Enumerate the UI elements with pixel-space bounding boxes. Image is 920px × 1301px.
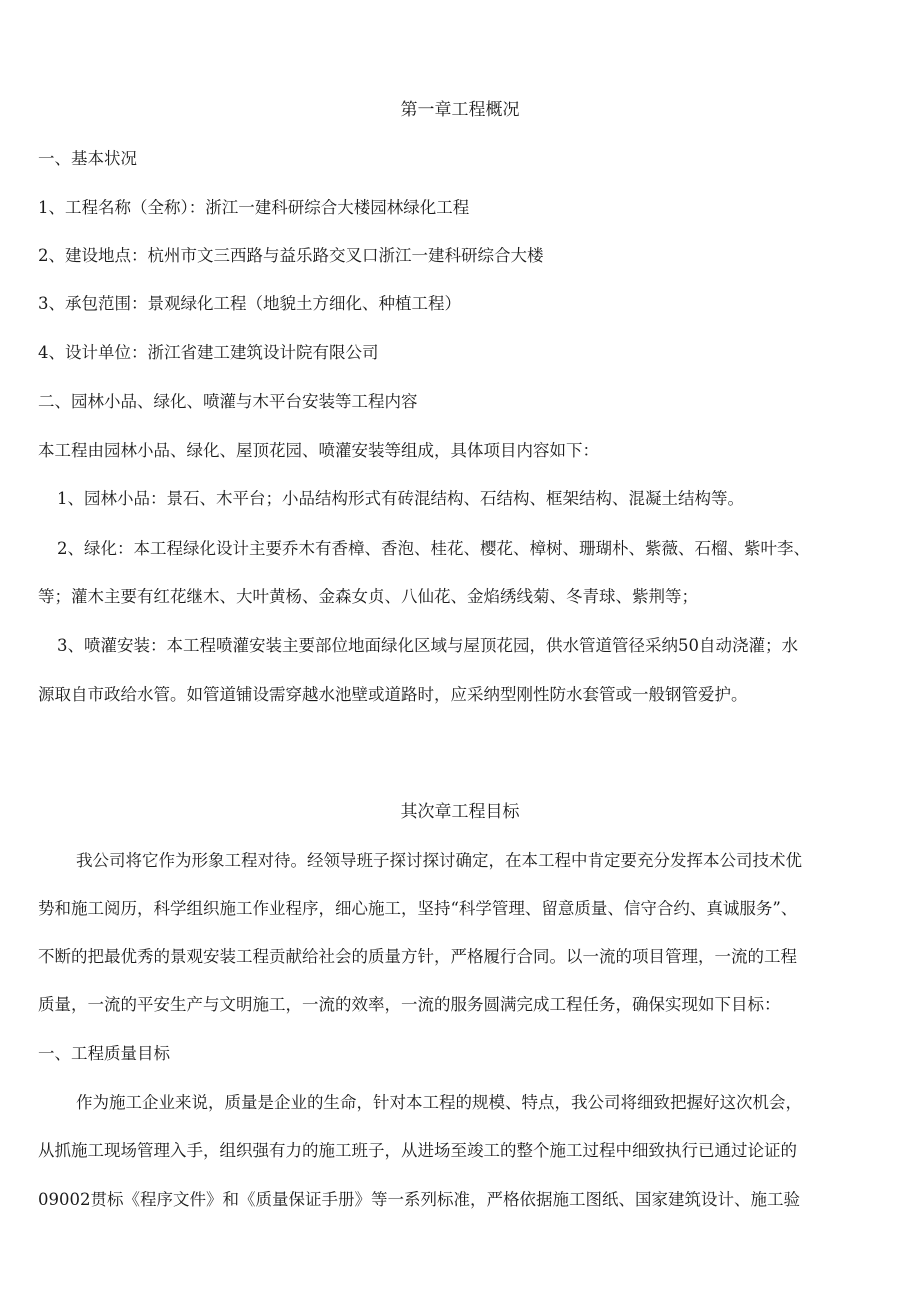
project-name-line: 1、工程名称（全称）：浙江一建科研综合大楼园林绿化工程 [38,198,470,217]
irrigation-line-1: 3、喷灌安装：本工程喷灌安装主要部位地面绿化区域与屋顶花园，供水管道管径采纳50自动浇灌；水 [57,636,798,655]
project-location-line: 2、建设地点：杭州市文三西路与益乐路交叉口浙江一建科研综合大楼 [38,246,544,265]
works-intro-line: 本工程由园林小品、绿化、屋顶花园、喷灌安装等组成，具体项目内容如下： [38,441,599,460]
section-basic-status-heading: 一、基本状况 [38,149,137,168]
quality-goal-heading: 一、工程质量目标 [38,1044,170,1063]
goals-para-line-3: 不断的把最优秀的景观安装工程贡献给社会的质量方针，严格履行合同。以一流的项目管理，一流的工程 [38,947,797,966]
quality-para-line-1: 作为施工企业来说，质量是企业的生命，针对本工程的规模、特点，我公司将细致把握好这次机会， [76,1093,802,1112]
chapter-2-title: 其次章工程目标 [400,802,520,822]
quality-para-line-2: 从抓施工现场管理入手，组织强有力的施工班子，从进场至竣工的整个施工过程中细致执行已通过论证的 [38,1141,797,1160]
quality-para-line-3: 09002贯标《程序文件》和《质量保证手册》等一系列标准，严格依据施工图纸、国家建筑设计、施工验 [38,1190,800,1209]
contract-scope-line: 3、承包范围：景观绿化工程（地貌土方细化、种植工程） [38,294,461,313]
goals-para-line-4: 质量，一流的平安生产与文明施工，一流的效率，一流的服务圆满完成工程任务，确保实现如下目标： [38,995,781,1014]
greening-line-1: 2、绿化：本工程绿化设计主要乔木有香樟、香泡、桂花、樱花、樟树、珊瑚朴、紫薇、石榴、紫叶李、 [57,539,810,558]
design-unit-line: 4、设计单位：浙江省建工建筑设计院有限公司 [38,343,379,362]
landscape-features-line: 1、园林小品：景石、木平台；小品结构形式有砖混结构、石结构、框架结构、混凝土结构等。 [57,489,744,508]
goals-para-line-2: 势和施工阅历，科学组织施工作业程序，细心施工，坚持“科学管理、留意质量、信守合约、真诚服务”、 [38,899,798,918]
chapter-1-title: 第一章工程概况 [400,100,520,120]
goals-para-line-1: 我公司将它作为形象工程对待。经领导班子探讨探讨确定，在本工程中肯定要充分发挥本公司技术优 [76,851,802,870]
irrigation-line-2: 源取自市政给水管。如管道铺设需穿越水池壁或道路时，应采纳型刚性防水套管或一般钢管爱护。 [38,685,748,704]
greening-line-2: 等；灌木主要有红花继木、大叶黄杨、金森女贞、八仙花、金焰绣线菊、冬青球、紫荆等； [38,587,698,606]
section-works-content-heading: 二、园林小品、绿化、喷灌与木平台安装等工程内容 [38,392,418,411]
